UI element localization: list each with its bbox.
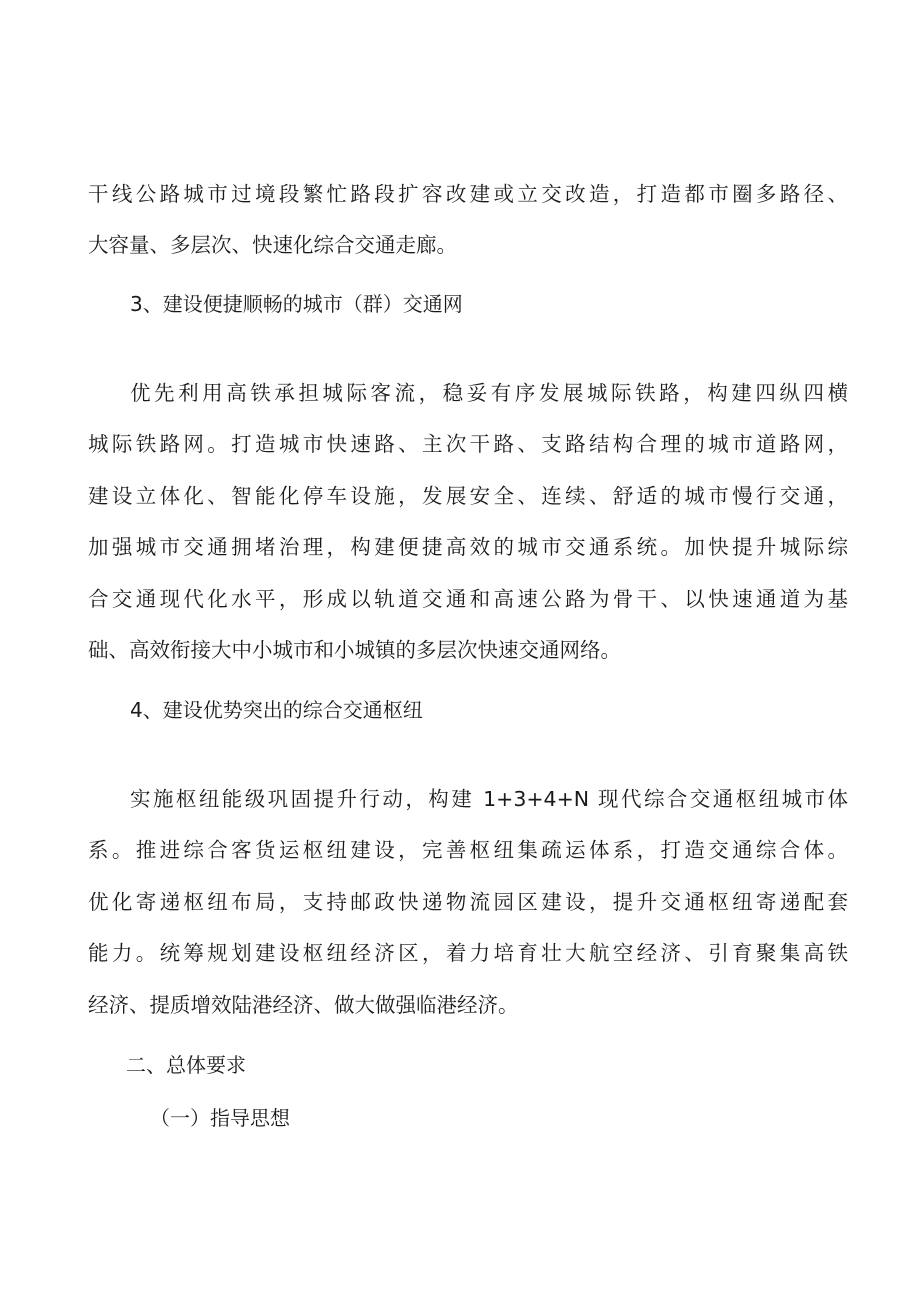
heading-4: 4、建设优势突出的综合交通枢纽 — [130, 698, 423, 722]
paragraph-2-line-3: 建设立体化、智能化停车设施，发展安全、连续、舒适的城市慢行交通， — [88, 484, 848, 508]
paragraph-1-line-2: 大容量、多层次、快速化综合交通走廊。 — [88, 233, 457, 257]
subsection-heading: （一）指导思想 — [150, 1106, 290, 1130]
paragraph-2-line-4: 加强城市交通拥堵治理，构建便捷高效的城市交通系统。加快提升城际综 — [88, 535, 848, 559]
paragraph-3-line-4: 能力。统筹规划建设枢纽经济区，着力培育壮大航空经济、引育聚集高铁 — [88, 941, 848, 965]
paragraph-2-line-5: 合交通现代化水平，形成以轨道交通和高速公路为骨干、以快速通道为基 — [88, 587, 848, 611]
paragraph-1-line-1: 干线公路城市过境段繁忙路段扩容改建或立交改造，打造都市圈多路径、 — [88, 182, 848, 206]
paragraph-3-line-2: 系。推进综合客货运枢纽建设，完善枢纽集疏运体系，打造交通综合体。 — [88, 838, 848, 862]
paragraph-3-line-3: 优化寄递枢纽布局，支持邮政快递物流园区建设，提升交通枢纽寄递配套 — [88, 890, 848, 914]
paragraph-2-line-2: 城际铁路网。打造城市快速路、主次干路、支路结构合理的城市道路网， — [88, 432, 848, 456]
paragraph-2-line-1: 优先利用高铁承担城际客流，稳妥有序发展城际铁路，构建四纵四横 — [130, 381, 848, 405]
paragraph-3-line-1: 实施枢纽能级巩固提升行动，构建 1+3+4+N 现代综合交通枢纽城市体 — [130, 787, 848, 811]
heading-3: 3、建设便捷顺畅的城市（群）交通网 — [130, 292, 463, 316]
paragraph-2-line-6: 础、高效衔接大中小城市和小城镇的多层次快速交通网络。 — [88, 638, 621, 662]
paragraph-3-line-5: 经济、提质增效陆港经济、做大做强临港经济。 — [88, 993, 519, 1017]
section-heading: 二、总体要求 — [126, 1053, 246, 1077]
